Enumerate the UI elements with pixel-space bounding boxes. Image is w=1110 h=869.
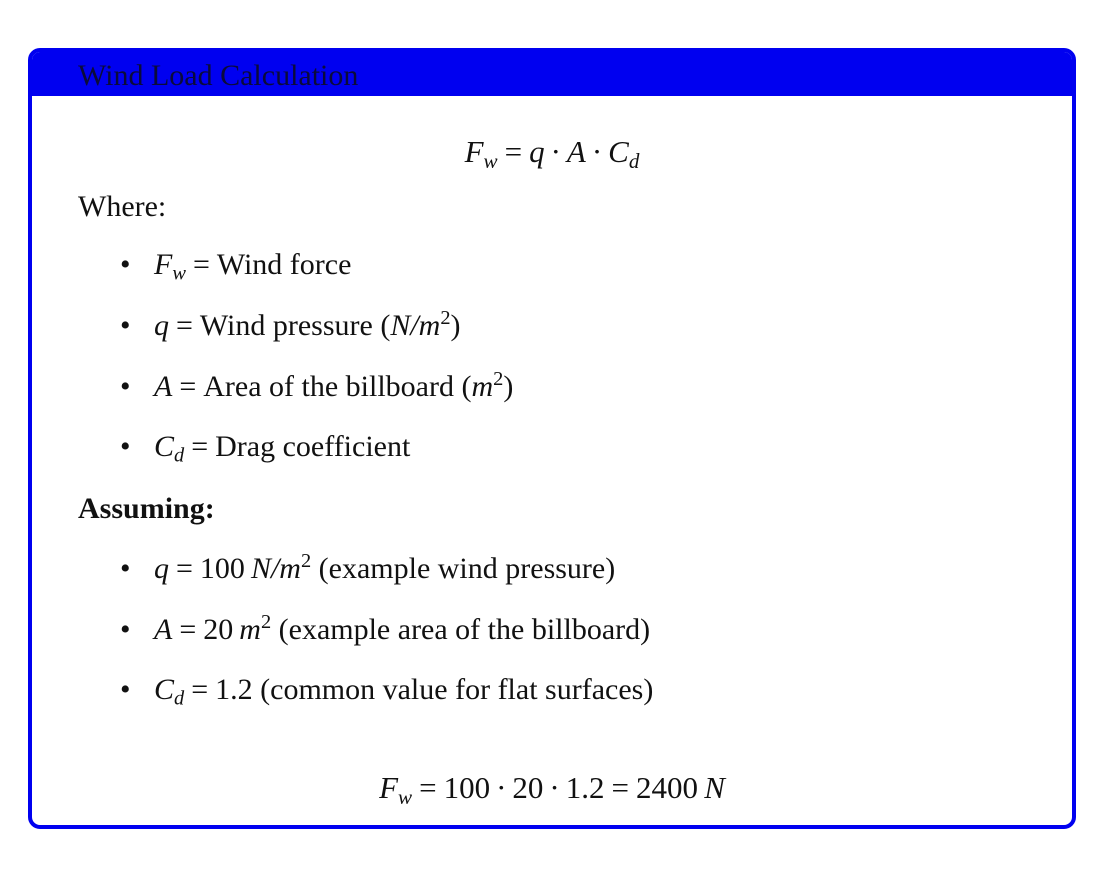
assump-unit-sup: 2 — [300, 549, 312, 572]
res-unit: N — [704, 770, 725, 805]
eq-term-c: C — [608, 134, 629, 169]
assump-subscript: d — [174, 687, 185, 710]
res-lhs-subscript: w — [398, 784, 413, 809]
definition-item — [120, 430, 411, 467]
def-unit: m — [471, 370, 494, 403]
assump-symbol: C — [154, 673, 175, 706]
def-equals: = — [179, 370, 197, 403]
eq-term-c-subscript: d — [628, 148, 640, 173]
def-text: Drag coefficient — [215, 430, 411, 463]
assump-equals: = — [179, 613, 197, 646]
assumption-item — [120, 673, 654, 710]
assump-note: (example area of the billboard) — [278, 613, 651, 646]
res-dot-1: · — [496, 770, 507, 805]
definition-item — [120, 306, 461, 343]
def-equals: = — [191, 430, 209, 463]
def-text: Area of the billboard ( — [203, 370, 472, 403]
def-subscript: d — [174, 444, 185, 467]
assump-unit: m — [239, 613, 261, 646]
res-lhs-symbol: F — [379, 770, 399, 805]
assump-unit: N/m — [250, 552, 301, 585]
assumption-item — [120, 549, 616, 586]
assump-note: (example wind pressure) — [318, 552, 616, 585]
assump-symbol: A — [154, 613, 173, 646]
bullet-icon: • — [120, 370, 131, 403]
eq-dot-2: · — [591, 134, 603, 169]
eq-dot-1: · — [550, 134, 561, 169]
eq-term-a: A — [566, 134, 586, 169]
def-symbol: A — [154, 370, 173, 403]
def-symbol: F — [154, 248, 173, 281]
eq-equals: = — [504, 134, 523, 169]
assump-value: 100 — [199, 552, 245, 585]
bullet-icon: • — [120, 309, 131, 342]
bullet-icon: • — [120, 248, 131, 281]
res-factor-3: 1.2 — [565, 770, 605, 805]
res-equals-2: = — [611, 770, 629, 805]
res-factor-1: 100 — [443, 770, 491, 805]
def-unit-sup: 2 — [440, 306, 451, 329]
assump-equals: = — [191, 673, 209, 706]
assump-equals: = — [176, 552, 193, 585]
definition-item — [120, 367, 514, 404]
bullet-icon: • — [120, 552, 131, 585]
def-subscript: w — [172, 262, 186, 285]
main-equation — [32, 134, 1072, 173]
result-equation — [32, 770, 1072, 809]
def-close: ) — [450, 309, 461, 342]
res-result: 2400 — [635, 770, 698, 805]
eq-term-q: q — [529, 134, 545, 169]
res-equals: = — [419, 770, 437, 805]
res-dot-2: · — [549, 770, 560, 805]
def-equals: = — [192, 248, 210, 281]
title-bar — [32, 52, 1072, 96]
assump-value: 1.2 — [215, 673, 253, 706]
where-label: Where: — [78, 190, 167, 223]
definition-item — [120, 248, 352, 285]
wind-load-box — [28, 48, 1076, 829]
def-equals: = — [176, 309, 193, 342]
def-text: Wind force — [216, 248, 352, 281]
bullet-icon: • — [120, 430, 131, 463]
eq-lhs-symbol: F — [464, 134, 484, 169]
def-unit: N/m — [390, 309, 441, 342]
assuming-label: Assuming: — [78, 492, 215, 525]
assump-note: (common value for flat surfaces) — [260, 673, 654, 706]
bullet-icon: • — [120, 673, 131, 706]
assump-symbol: q — [154, 552, 169, 585]
box-title: Wind Load Calculation — [78, 59, 359, 92]
assump-unit-sup: 2 — [260, 610, 272, 633]
def-symbol: C — [154, 430, 175, 463]
eq-lhs-subscript: w — [483, 148, 498, 173]
bullet-icon: • — [120, 613, 131, 646]
assumption-item — [120, 610, 651, 647]
res-factor-2: 20 — [512, 770, 544, 805]
assump-value: 20 — [203, 613, 234, 646]
def-text: Wind pressure ( — [199, 309, 391, 342]
def-unit-sup: 2 — [493, 367, 504, 390]
def-close: ) — [503, 370, 514, 403]
def-symbol: q — [154, 309, 169, 342]
